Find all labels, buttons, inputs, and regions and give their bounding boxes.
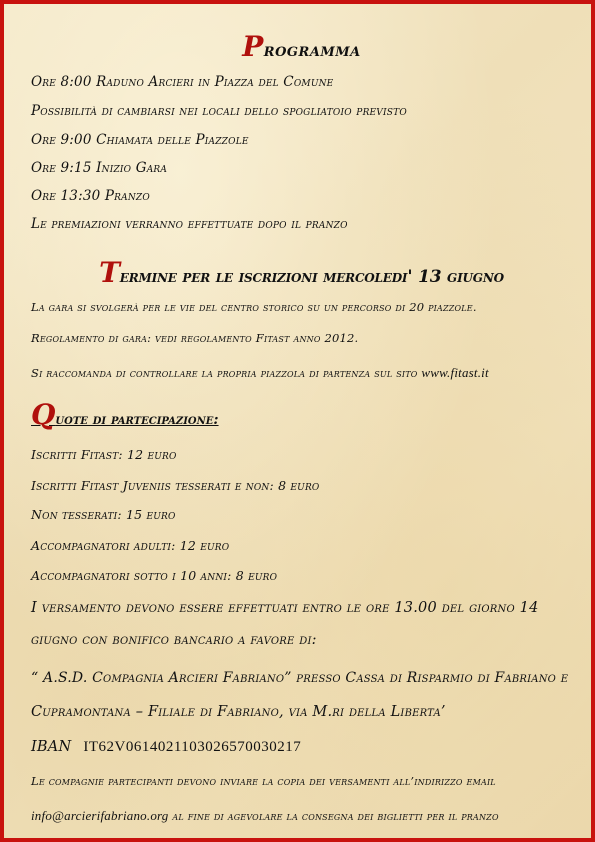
quota-iscritti: Iscritti Fitast: 12 euro [31,447,177,462]
site-link[interactable]: www.fitast.it [421,365,489,380]
quote-heading [31,398,219,431]
info-regolamento: Regolamento di gara: vedi regolamento Fitast anno 2012. [31,331,359,345]
title-rest: rogramma [263,40,361,61]
deadline-initial: T [99,256,120,289]
email-link[interactable]: info@arcierifabriano.org [31,808,169,823]
info-percorso: La gara si svolgerà per le vie del centro storico su un percorso di 20 piazzole. [31,300,477,314]
iban-value: IT62V0614021103026570030217 [83,739,302,755]
payment-method: giugno con bonifico bancario a favore di: [31,632,317,648]
iban-row [31,739,301,756]
payment-bank-branch: Cupramontana – Filiale di Fabriano, via M.ri della Liberta’ [31,704,446,720]
payment-deadline: I versamento devono essere effettuati entro le ore 13.00 del giorno 14 [31,600,539,616]
programma-item-inizio: Ore 9:15 Inizio Gara [31,160,168,176]
payment-beneficiary: “ A.S.D. Compagnia Arcieri Fabriano” presso Cassa di Risparmio di Fabriano e [31,670,569,686]
quota-accompagnatori-bambini: Accompagnatori sotto i 10 anni: 8 euro [31,568,278,583]
footer-email-line [31,808,499,824]
programma-item-raduno: Ore 8:00 Raduno Arcieri in Piazza del Comune [31,74,334,90]
programma-item-premiazioni: Le premiazioni verranno effettuate dopo il pranzo [31,216,348,232]
title-initial: P [242,30,264,63]
programma-item-spogliatoio: Possibilità di cambiarsi nei locali dello spogliatoio previsto [31,103,407,119]
programma-item-pranzo: Ore 13:30 Pranzo [31,188,150,204]
programma-item-chiamata: Ore 9:00 Chiamata delle Piazzole [31,132,249,148]
iban-label: IBAN [31,739,72,755]
footer-email-rest: al fine di agevolare la consegna dei biglietti per il pranzo [172,809,499,823]
info-piazzola-text: Si raccomanda di controllare la propria piazzola di partenza sul sito [31,366,418,380]
quota-accompagnatori-adulti: Accompagnatori adulti: 12 euro [31,538,230,553]
quota-non-tesserati: Non tesserati: 15 euro [31,507,176,522]
info-piazzola [31,365,489,381]
quota-juveniis: Iscritti Fitast Juveniis tesserati e non: 8 euro [31,478,320,493]
deadline-rest: ermine per le iscrizioni mercoledi' 13 giugno [119,267,504,287]
page-title [4,30,595,63]
quote-heading-rest: uote di partecipazione: [55,412,219,428]
registration-deadline [4,256,595,289]
quote-initial: Q [31,398,56,431]
footer-instructions: Le compagnie partecipanti devono inviare la copia dei versamenti all’indirizzo email [31,774,496,788]
